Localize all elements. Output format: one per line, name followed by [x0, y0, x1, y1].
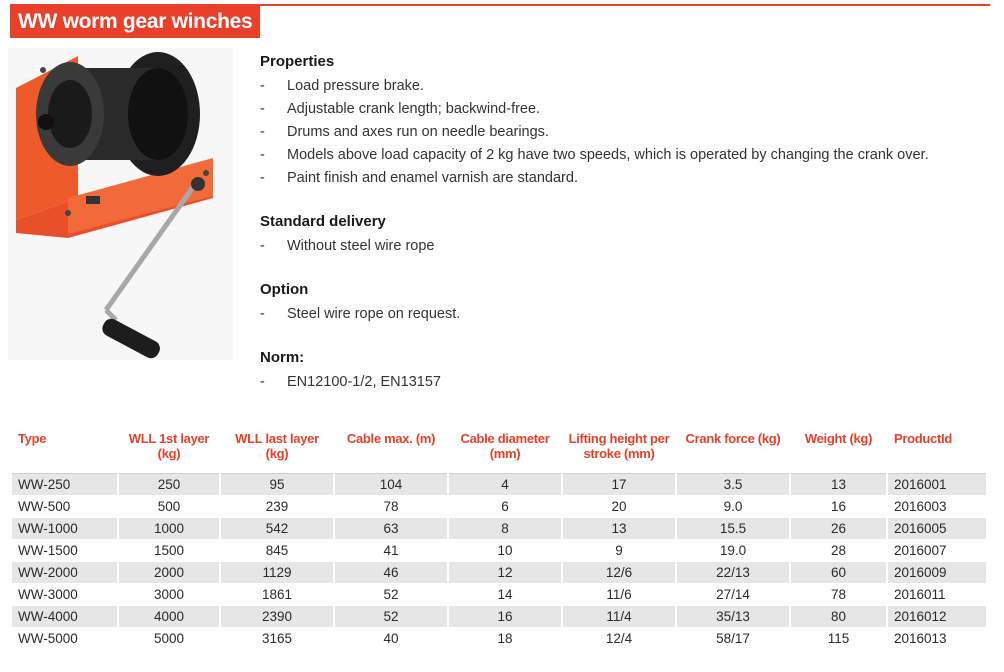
properties-list [260, 75, 1000, 190]
cell-wll-first: 3000 [119, 584, 219, 606]
standard-delivery-list [260, 235, 1000, 258]
cell-weight: 13 [791, 473, 886, 496]
cell-crank-force: 35/13 [677, 606, 789, 628]
winch-product-image [8, 48, 233, 360]
cell-weight: 28 [791, 540, 886, 562]
option-heading: Option [260, 281, 309, 298]
cell-wll-last: 845 [221, 540, 333, 562]
cell-cable-diameter: 10 [449, 540, 561, 562]
cell-cable-diameter: 6 [449, 496, 561, 518]
table-row [12, 606, 986, 628]
cell-product-id: 2016005 [888, 518, 986, 540]
header-type: Type [18, 431, 47, 446]
cell-crank-force: 15.5 [677, 518, 789, 540]
cell-product-id: 2016013 [888, 628, 986, 650]
table-row [12, 540, 986, 562]
cell-wll-first: 4000 [119, 606, 219, 628]
cell-cable-max: 41 [335, 540, 447, 562]
cell-lifting-height: 12/6 [563, 562, 675, 584]
cell-type: WW-1000 [12, 518, 117, 540]
cell-product-id: 2016011 [888, 584, 986, 606]
cell-wll-last: 239 [221, 496, 333, 518]
cell-type: WW-5000 [12, 628, 117, 650]
cell-wll-last: 95 [221, 473, 333, 496]
cell-cable-diameter: 18 [449, 628, 561, 650]
cell-wll-first: 1000 [119, 518, 219, 540]
table-row [12, 473, 986, 496]
header-wll-last: WLL last layer (kg) [235, 431, 319, 461]
list-item: - Paint finish and enamel varnish are standard. [260, 170, 578, 186]
header-lifting-height: Lifting height per stroke (mm) [568, 431, 670, 461]
cell-cable-diameter: 16 [449, 606, 561, 628]
header-crank-force: Crank force (kg) [685, 431, 781, 446]
cell-cable-diameter: 4 [449, 473, 561, 496]
cell-weight: 60 [791, 562, 886, 584]
cell-crank-force: 9.0 [677, 496, 789, 518]
cell-type: WW-500 [12, 496, 117, 518]
header-cable-diameter: Cable diameter (mm) [460, 431, 550, 461]
cell-product-id: 2016001 [888, 473, 986, 496]
cell-cable-max: 52 [335, 584, 447, 606]
list-item: - Without steel wire rope [260, 238, 435, 254]
page-title: WW worm gear winches [10, 5, 260, 38]
cell-crank-force: 19.0 [677, 540, 789, 562]
option-list [260, 303, 1000, 326]
cell-weight: 26 [791, 518, 886, 540]
cell-cable-max: 40 [335, 628, 447, 650]
table-row [12, 562, 986, 584]
cell-crank-force: 22/13 [677, 562, 789, 584]
cell-type: WW-4000 [12, 606, 117, 628]
norm-list [260, 371, 1000, 394]
cell-wll-last: 3165 [221, 628, 333, 650]
cell-type: WW-1500 [12, 540, 117, 562]
cell-wll-first: 1500 [119, 540, 219, 562]
cell-wll-last: 1129 [221, 562, 333, 584]
cell-lifting-height: 13 [563, 518, 675, 540]
cell-cable-max: 46 [335, 562, 447, 584]
cell-crank-force: 3.5 [677, 473, 789, 496]
table-row [12, 628, 986, 650]
cell-cable-max: 52 [335, 606, 447, 628]
cell-wll-first: 5000 [119, 628, 219, 650]
cell-lifting-height: 9 [563, 540, 675, 562]
list-item: - EN12100-1/2, EN13157 [260, 374, 441, 390]
cell-weight: 16 [791, 496, 886, 518]
cell-cable-max: 63 [335, 518, 447, 540]
cell-type: WW-3000 [12, 584, 117, 606]
cell-cable-max: 104 [335, 473, 447, 496]
cell-wll-last: 1861 [221, 584, 333, 606]
list-item: - Drums and axes run on needle bearings. [260, 124, 549, 140]
header-cable-max: Cable max. (m) [346, 431, 436, 446]
properties-heading: Properties [260, 53, 335, 70]
cell-crank-force: 58/17 [677, 628, 789, 650]
cell-weight: 115 [791, 628, 886, 650]
cell-product-id: 2016012 [888, 606, 986, 628]
cell-lifting-height: 20 [563, 496, 675, 518]
header-product-id: ProductId [894, 431, 952, 446]
cell-product-id: 2016009 [888, 562, 986, 584]
cell-type: WW-2000 [12, 562, 117, 584]
cell-cable-max: 78 [335, 496, 447, 518]
cell-lifting-height: 11/4 [563, 606, 675, 628]
product-info [260, 52, 1000, 394]
cell-cable-diameter: 14 [449, 584, 561, 606]
list-item: - Adjustable crank length; backwind-free. [260, 101, 541, 117]
header-weight: Weight (kg) [804, 431, 873, 446]
cell-wll-first: 250 [119, 473, 219, 496]
cell-wll-first: 500 [119, 496, 219, 518]
list-item: - Models above load capacity of 2 kg have two speeds, which is operated by changing the crank over. [260, 147, 929, 163]
cell-product-id: 2016003 [888, 496, 986, 518]
cell-product-id: 2016007 [888, 540, 986, 562]
cell-weight: 80 [791, 606, 886, 628]
cell-crank-force: 27/14 [677, 584, 789, 606]
table-row [12, 496, 986, 518]
standard-delivery-heading: Standard delivery [260, 213, 386, 230]
cell-type: WW-250 [12, 473, 117, 496]
cell-lifting-height: 11/6 [563, 584, 675, 606]
table-row [12, 518, 986, 540]
norm-heading: Norm: [260, 349, 305, 366]
cell-wll-last: 542 [221, 518, 333, 540]
cell-cable-diameter: 8 [449, 518, 561, 540]
table-header-row [12, 426, 986, 473]
table-row [12, 584, 986, 606]
cell-lifting-height: 17 [563, 473, 675, 496]
spec-table-body [12, 473, 986, 650]
cell-weight: 78 [791, 584, 886, 606]
cell-wll-first: 2000 [119, 562, 219, 584]
spec-table [10, 426, 988, 650]
cell-lifting-height: 12/4 [563, 628, 675, 650]
list-item: - Steel wire rope on request. [260, 306, 461, 322]
cell-cable-diameter: 12 [449, 562, 561, 584]
list-item: - Load pressure brake. [260, 78, 425, 94]
cell-wll-last: 2390 [221, 606, 333, 628]
header-wll-first: WLL 1st layer (kg) [128, 431, 210, 461]
